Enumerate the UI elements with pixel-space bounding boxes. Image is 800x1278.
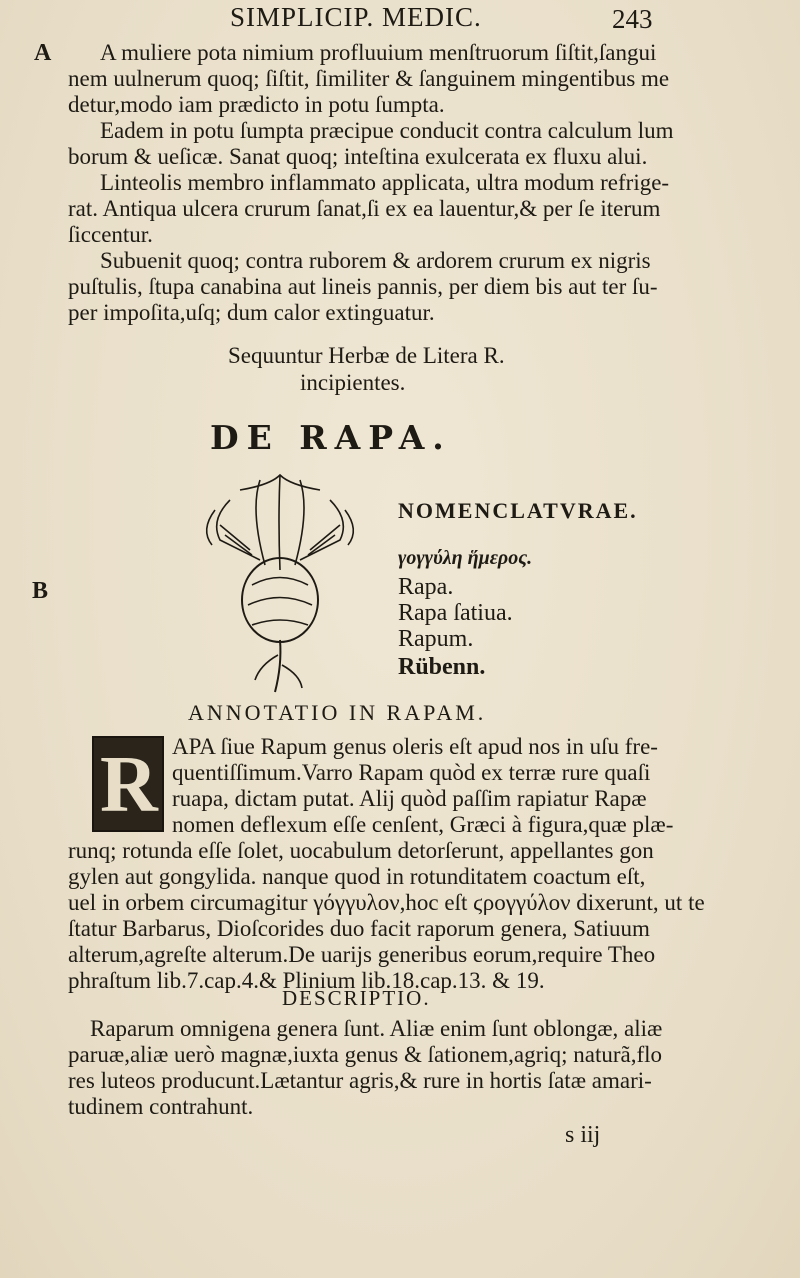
signature-mark: s iij xyxy=(565,1122,601,1148)
annotation-title: ANNOTATIO IN RAPAM. xyxy=(188,700,487,725)
nomenclature-title: NOMENCLATVRAE. xyxy=(398,498,638,523)
synonym: Rapa. xyxy=(398,574,454,600)
text-line: paruæ,aliæ uerò magnæ,iuxta genus & ſationem,agriq; naturã,flo xyxy=(68,1042,663,1067)
text-line: alterum,agreſte alterum.De uarijs generibus eorum,require Theo xyxy=(68,942,656,967)
chapter-heading: DE RAPA. xyxy=(210,418,452,457)
text-line: APA ſiue Rapum genus oleris eſt apud nos in uſu fre- xyxy=(172,734,658,759)
text-line: ſtatur Barbarus, Dioſcorides duo facit raporum genera, Satiuum xyxy=(68,916,650,941)
margin-letter-b: B xyxy=(32,578,49,604)
text-line: Linteolis membro inflammato applicata, ultra modum refrige- xyxy=(100,170,670,195)
text-line: Subuenit quoq; contra ruborem & ardorem crurum ex nigris xyxy=(100,248,651,273)
turnip-illustration xyxy=(190,470,370,695)
text-line: detur,modo iam prædicto in potu ſumpta. xyxy=(68,92,445,117)
synonym-german: Rübenn. xyxy=(398,654,486,680)
decorated-initial: R xyxy=(92,736,164,832)
section-intro: Sequuntur Herbæ de Litera R. xyxy=(228,343,505,368)
text-line: Raparum omnigena genera ſunt. Aliæ enim ſunt oblongæ, aliæ xyxy=(90,1016,663,1041)
text-line: puſtulis, ſtupa canabina aut lineis pannis, per diem bis aut ter ſu- xyxy=(68,274,658,299)
text-line: res luteos producunt.Lætantur agris,& rure in hortis ſatæ amari- xyxy=(68,1068,652,1093)
text-line: ſiccentur. xyxy=(68,222,153,247)
text-line: nomen deflexum eſſe cenſent, Græci à figura,quæ plæ- xyxy=(172,812,674,837)
running-title: SIMPLICIP. MEDIC. xyxy=(230,2,482,32)
text-line: phraſtum lib.7.cap.4.& Plinium lib.18.cap.13. & 19. xyxy=(68,968,545,993)
text-line: Eadem in potu ſumpta præcipue conducit contra calculum lum xyxy=(100,118,674,143)
margin-letter-a: A xyxy=(34,40,52,66)
synonym: Rapa ſatiua. xyxy=(398,600,513,626)
synonym: Rapum. xyxy=(398,626,474,652)
text-line: borum & ueſicæ. Sanat quoq; inteſtina exulcerata ex fluxu alui. xyxy=(68,144,648,169)
synonym-greek: γογγύλη ἥμερος. xyxy=(398,547,533,569)
text-line: rat. Antiqua ulcera crurum ſanat,ſi ex ea lauentur,& per ſe iterum xyxy=(68,196,661,221)
text-line: tudinem contrahunt. xyxy=(68,1094,254,1119)
text-line: nem uulnerum quoq; ſiſtit, ſimiliter & ſanguinem mingentibus me xyxy=(68,66,670,91)
text-line: runq; rotunda eſſe ſolet, uocabulum detorſerunt, appellantes gon xyxy=(68,838,654,863)
text-line: ruapa, dictam putat. Alij quòd paſſim rapiatur Rapæ xyxy=(172,786,647,811)
text-line: uel in orbem circumagitur γόγγυλον,hoc eſt ϛρογγύλον dixerunt, ut te xyxy=(68,890,705,915)
text-line: gylen aut gongylida. nanque quod in rotunditatem coactum eſt, xyxy=(68,864,646,889)
description-title: DESCRIPTIO. xyxy=(282,986,431,1010)
text-line: A muliere pota nimium profluuium menſtruorum ſiſtit,ſangui xyxy=(100,40,657,65)
text-line: quentiſſimum.Varro Rapam quòd ex terræ rure quaſi xyxy=(172,760,651,785)
text-line: per impoſita,uſq; dum calor extinguatur. xyxy=(68,300,435,325)
page-number: 243 xyxy=(612,4,653,34)
section-intro: incipientes. xyxy=(300,370,406,395)
